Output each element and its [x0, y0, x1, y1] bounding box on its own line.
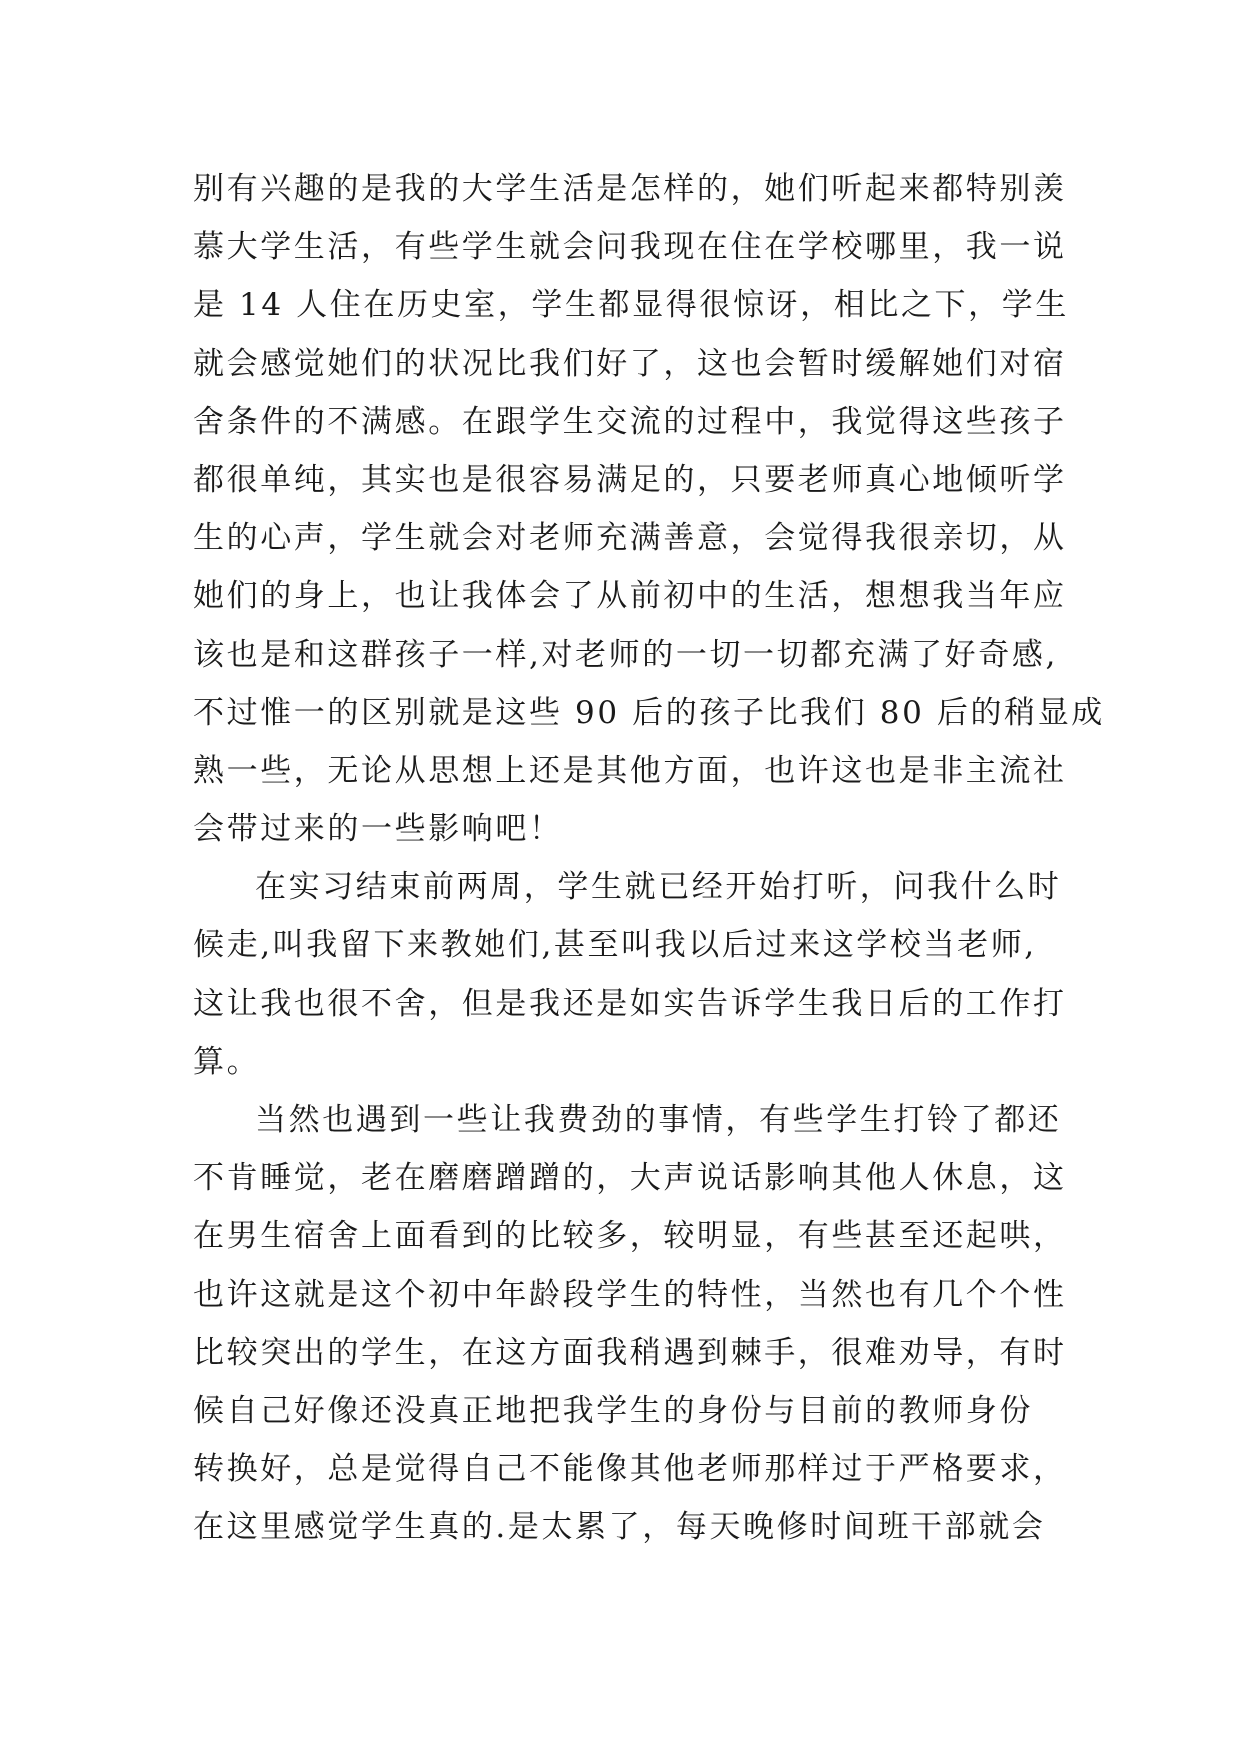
text-line: 候自己好像还没真正地把我学生的身份与目前的教师身份: [193, 1392, 1033, 1429]
text-line: 舍条件的不满感。在跟学生交流的过程中，我觉得这些孩子: [193, 403, 1067, 440]
text-line: 转换好，总是觉得自己不能像其他老师那样过于严格要求，: [193, 1451, 1067, 1488]
text-line: 不过惟一的区别就是这些 90 后的孩子比我们 80 后的稍显成: [193, 694, 1105, 731]
text-line: 候走,叫我留下来教她们,甚至叫我以后过来这学校当老师,: [193, 927, 1037, 964]
text-line: 生的心声，学生就会对老师充满善意，会觉得我很亲切，从: [193, 520, 1067, 557]
text-line: 不肯睡觉，老在磨磨蹭蹭的，大声说话影响其他人休息，这: [193, 1160, 1067, 1197]
text-line: 算。: [193, 1043, 261, 1080]
text-line: 也许这就是这个初中年龄段学生的特性，当然也有几个个性: [193, 1276, 1067, 1313]
text-line: 就会感觉她们的状况比我们好了，这也会暂时缓解她们对宿: [193, 345, 1067, 382]
text-line: 在这里感觉学生真的.是太累了，每天晚修时间班干部就会: [193, 1509, 1046, 1546]
text-line: 会带过来的一些影响吧！: [193, 811, 563, 848]
text-line: 该也是和这群孩子一样,对老师的一切一切都充满了好奇感,: [193, 636, 1058, 673]
text-line: 熟一些，无论从思想上还是其他方面，也许这也是非主流社: [193, 752, 1067, 789]
document-body: [193, 160, 1105, 1557]
text-line: 别有兴趣的是我的大学生活是怎样的，她们听起来都特别羡: [193, 171, 1067, 207]
text-line: 是 14 人住在历史室，学生都显得很惊讶，相比之下，学生: [193, 287, 1069, 324]
text-line: 慕大学生活，有些学生就会问我现在住在学校哪里，我一说: [193, 229, 1067, 266]
paragraph-first-line: 当然也遇到一些让我费劲的事情，有些学生打铃了都还: [255, 1102, 1062, 1138]
text-line: 比较突出的学生，在这方面我稍遇到棘手，很难劝导，有时: [193, 1334, 1067, 1371]
text-line: 都很单纯，其实也是很容易满足的，只要老师真心地倾听学: [193, 461, 1067, 498]
paragraph-first-line: 在实习结束前两周，学生就已经开始打听，问我什么时: [255, 869, 1062, 906]
text-line: 她们的身上，也让我体会了从前初中的生活，想想我当年应: [193, 578, 1067, 615]
text-line: 在男生宿舍上面看到的比较多，较明显，有些甚至还起哄，: [193, 1218, 1067, 1255]
text-line: 这让我也很不舍，但是我还是如实告诉学生我日后的工作打: [193, 985, 1067, 1022]
